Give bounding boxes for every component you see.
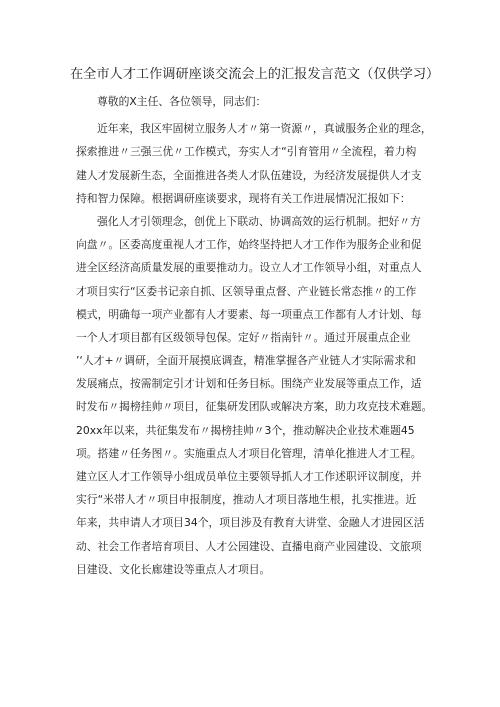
paragraph-line: 一个人才项目都有区级领导包保。定好〃指南针〃。通过开展重点企业 [76,330,411,344]
paragraph-line: 项。搭建〃任务图〃。实施重点人才项目化管理，清单化推进人才工程。 [76,446,422,460]
paragraph-line: 模式，明确每一项产业都有人才要素、每一项重点工作都有人才计划、每 [76,307,422,321]
salutation: 尊敬的X主任、各位领导，同志们： [97,95,267,108]
paragraph-line: 向盘〃。区委高度重视人才工作，始终坚持把人才工作作为服务企业和促 [76,238,422,252]
document-title: 在全市人才工作调研座谈交流会上的汇报发言范文（仅供学习） [70,67,440,82]
paragraph-line: 时发布〃揭榜挂帅〃项目，征集研发团队或解决方案，助力攻克技术难题。 [76,400,433,414]
paragraph-line: 动、社会工作者培育项目、人才公园建设、直播电商产业园建设、文旅项 [76,539,422,553]
paragraph-line: 实行“米帯人才〃项目申报制度，推动人才项目落地生根，扎实推进。近 [76,493,417,507]
paragraph-line: 持和智力保障。根据调研座谈要求，现将有关工作进展情况汇报如下： [76,191,411,205]
paragraph-intro [76,117,438,210]
paragraph-line: 20xx年以来，共征集发布〃揭榜挂帅〃3个，推动解决企业技术难题45 [76,423,415,437]
paragraph-line: 探索推进〃三强三优〃工作模式，夯实人才“引育管用〃全流程，着力构 [76,145,417,159]
paragraph-line: 目建设、文化长廊建设等重点人才项目。 [76,562,271,576]
paragraph-line: ’‘人才+〃调研，全面开展摸底调查，精准掌握各产业链人才实际需求和 [76,354,416,368]
paragraph-line: 年来，共申请人才项目34个，项目涉及有教育大讲堂、金融人才进园区活 [76,516,425,530]
paragraph-line: 发展痛点，按需制定引才计划和任务目标。围绕产业发展等重点工作，适 [76,377,422,391]
paragraph-line: 强化人才引领理念，创优上下联动、协调高效的运行机制。把好〃方 [97,214,421,228]
paragraph-line: 进全区经济高质量发展的重要推动力。设立人才工作领导小组，对重点人 [76,261,422,275]
document-body [76,90,438,581]
paragraph-mechanism [76,210,438,581]
paragraph-line: 才项目实行“区委书记亲自抓、区领导重点督、产业链长常态推〃的工作 [76,284,417,298]
paragraph-line: 近年来，我区牢固树立服务人才〃第一资源〃，真诚服务企业的理念， [97,122,432,136]
paragraph-line: 建人才发展新生态，全面推进各类人才队伍建设，为经济发展提供人才支 [76,168,422,182]
paragraph-line: 建立区人才工作领导小组成员单位主要领导抓人才工作述职评议制度，并 [76,470,422,483]
